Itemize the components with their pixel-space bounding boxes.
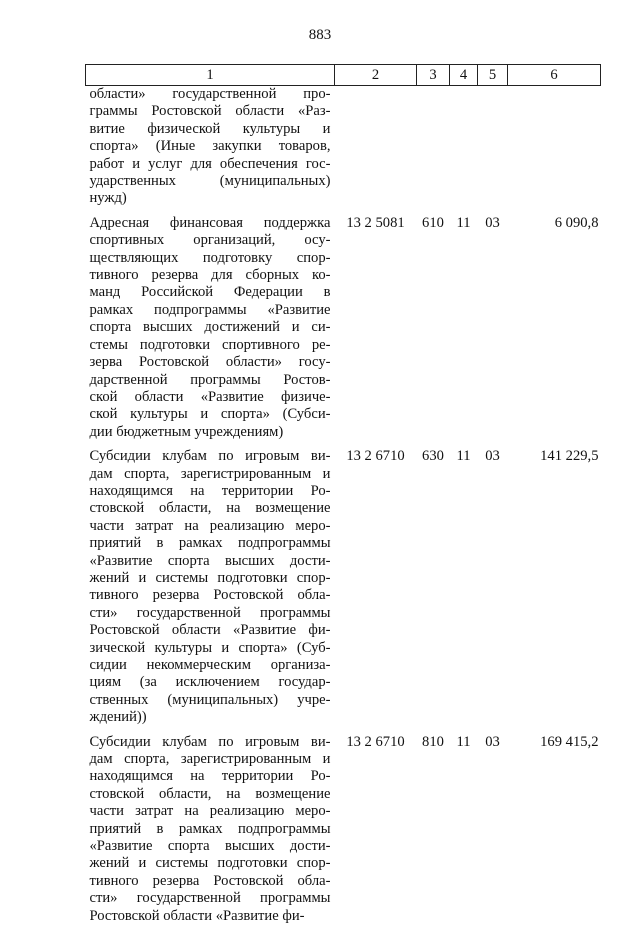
description-line: витие физической культуры и (90, 121, 331, 138)
subsection-code: 03 (478, 441, 508, 727)
header-col-4: 4 (450, 65, 478, 86)
table-row (86, 86, 601, 208)
header-col-3: 3 (417, 65, 450, 86)
description-line: стовской области, на возмещение (90, 500, 331, 517)
description-line: части затрат на реализацию меро- (90, 518, 331, 535)
description-line: спортивных организаций, осу- (90, 232, 331, 249)
budget-table (85, 64, 601, 925)
description-line: приятий в рамках подпрограммы (90, 821, 331, 838)
description-line: дам спорта, зарегистрированным и (90, 751, 331, 768)
section-code: 11 (450, 208, 478, 441)
subsection-code: 03 (478, 208, 508, 441)
description-line: рамках подпрограммы «Развитие (90, 302, 331, 319)
description-line: дии бюджетным учреждениям) (90, 424, 331, 441)
target-article-code (335, 86, 417, 208)
description-line: спорта высших достижений и си- (90, 319, 331, 336)
section-code (450, 86, 478, 208)
description-line: циям (за исключением государ- (90, 674, 331, 691)
description-line: Субсидии клубам по игровым ви- (90, 734, 331, 751)
description-line: ударственных (муниципальных) (90, 173, 331, 190)
subsection-code: 03 (478, 727, 508, 925)
expense-type-code: 610 (417, 208, 450, 441)
description-line: Адресная финансовая поддержка (90, 215, 331, 232)
row-description (86, 86, 335, 208)
description-line: стовской области, на возмещение (90, 786, 331, 803)
description-line: ществляющих подготовку спор- (90, 250, 331, 267)
description-line: приятий в рамках подпрограммы (90, 535, 331, 552)
description-line: граммы Ростовской области «Раз- (90, 103, 331, 120)
row-description (86, 441, 335, 727)
description-line: сти» государственной программы (90, 605, 331, 622)
expense-type-code: 630 (417, 441, 450, 727)
header-col-6: 6 (508, 65, 601, 86)
section-code: 11 (450, 727, 478, 925)
table-header (86, 65, 601, 86)
description-line: «Развитие спорта высших дости- (90, 838, 331, 855)
table-row (86, 727, 601, 925)
description-line: жений и системы подготовки спор- (90, 570, 331, 587)
description-line: Субсидии клубам по игровым ви- (90, 448, 331, 465)
description-line: дам спорта, зарегистрированным и (90, 466, 331, 483)
amount-value: 169 415,2 (508, 727, 601, 925)
description-line: «Развитие спорта высших дости- (90, 553, 331, 570)
amount-value: 141 229,5 (508, 441, 601, 727)
description-line: ской культуры и спорта» (Субси- (90, 406, 331, 423)
row-description (86, 727, 335, 925)
description-line: жений и системы подготовки спор- (90, 855, 331, 872)
table-row (86, 208, 601, 441)
description-line: спорта» (Иные закупки товаров, (90, 138, 331, 155)
description-line: нужд) (90, 190, 331, 207)
description-line: стемы подготовки спортивного ре- (90, 337, 331, 354)
header-col-5: 5 (478, 65, 508, 86)
description-line: тивного резерва для сборных ко- (90, 267, 331, 284)
description-line: сидии некоммерческим организа- (90, 657, 331, 674)
description-line: ждений)) (90, 709, 331, 726)
description-line: ской области «Развитие физиче- (90, 389, 331, 406)
description-line: ственных (муниципальных) учре- (90, 692, 331, 709)
target-article-code: 13 2 5081 (335, 208, 417, 441)
description-line: манд Российской Федерации в (90, 284, 331, 301)
description-line: Ростовской области «Развитие фи- (90, 622, 331, 639)
target-article-code: 13 2 6710 (335, 727, 417, 925)
section-code: 11 (450, 441, 478, 727)
description-line: части затрат на реализацию меро- (90, 803, 331, 820)
description-line: области» государственной про- (90, 86, 331, 103)
amount-value: 6 090,8 (508, 208, 601, 441)
expense-type-code (417, 86, 450, 208)
row-description (86, 208, 335, 441)
table-row (86, 441, 601, 727)
page-number: 883 (0, 26, 640, 44)
description-line: находящимся на территории Ро- (90, 483, 331, 500)
header-col-1: 1 (86, 65, 335, 86)
description-line: Ростовской области «Развитие фи- (90, 908, 331, 925)
description-line: зической культуры и спорта» (Суб- (90, 640, 331, 657)
description-line: зерва Ростовской области» госу- (90, 354, 331, 371)
table-body (86, 86, 601, 925)
header-col-2: 2 (335, 65, 417, 86)
description-line: находящимся на территории Ро- (90, 768, 331, 785)
description-line: работ и услуг для обеспечения гос- (90, 156, 331, 173)
description-line: тивного резерва Ростовской обла- (90, 873, 331, 890)
description-line: тивного резерва Ростовской обла- (90, 587, 331, 604)
description-line: дарственной программы Ростов- (90, 372, 331, 389)
expense-type-code: 810 (417, 727, 450, 925)
amount-value (508, 86, 601, 208)
description-line: сти» государственной программы (90, 890, 331, 907)
subsection-code (478, 86, 508, 208)
target-article-code: 13 2 6710 (335, 441, 417, 727)
